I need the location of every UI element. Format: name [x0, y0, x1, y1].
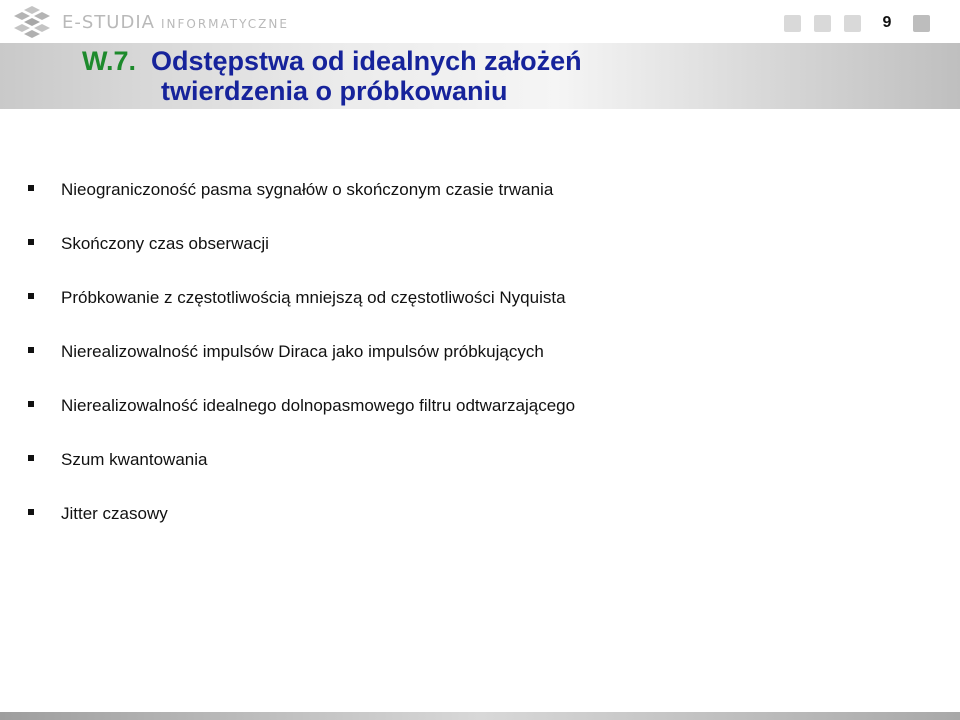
square-bullet-icon — [28, 239, 34, 245]
list-item-text: Nierealizowalność impulsów Diraca jako impulsów próbkujących — [61, 342, 544, 361]
list-item-text: Nierealizowalność idealnego dolnopasmowego filtru odtwarzającego — [61, 396, 576, 415]
square-bullet-icon — [28, 455, 34, 461]
footer-bar — [0, 712, 960, 720]
square-bullet-icon — [28, 347, 34, 353]
list-item-text: Próbkowanie z częstotliwością mniejszą od częstotliwości Nyquista — [61, 288, 566, 307]
logo-subtitle: INFORMATYCZNE — [160, 16, 289, 31]
logo — [10, 4, 289, 40]
nav-square-2[interactable] — [814, 15, 831, 32]
nav-square-next[interactable] — [913, 15, 930, 32]
nav-square-3[interactable] — [844, 15, 861, 32]
square-bullet-icon — [28, 293, 34, 299]
page-number: 9 — [882, 14, 892, 31]
slide-navigation — [784, 14, 930, 32]
e-studia-cube-logo-icon — [10, 4, 54, 40]
list-item-text: Szum kwantowania — [61, 450, 208, 469]
list-item-text: Nieograniczoność pasma sygnałów o skończonym czasie trwania — [61, 180, 554, 199]
square-bullet-icon — [28, 401, 34, 407]
list-item-text: Jitter czasowy — [61, 504, 168, 523]
title-line-2: twierdzenia o próbkowaniu — [161, 76, 508, 106]
list-item-text: Skończony czas obserwacji — [61, 234, 269, 253]
slide-title — [82, 46, 882, 106]
title-number: W.7. — [82, 46, 137, 76]
logo-text — [62, 12, 289, 33]
title-line-1: Odstępstwa od idealnych założeń — [151, 46, 582, 76]
logo-brand: E-STUDIA — [62, 11, 155, 33]
square-bullet-icon — [28, 509, 34, 515]
square-bullet-icon — [28, 185, 34, 191]
nav-square-1[interactable] — [784, 15, 801, 32]
